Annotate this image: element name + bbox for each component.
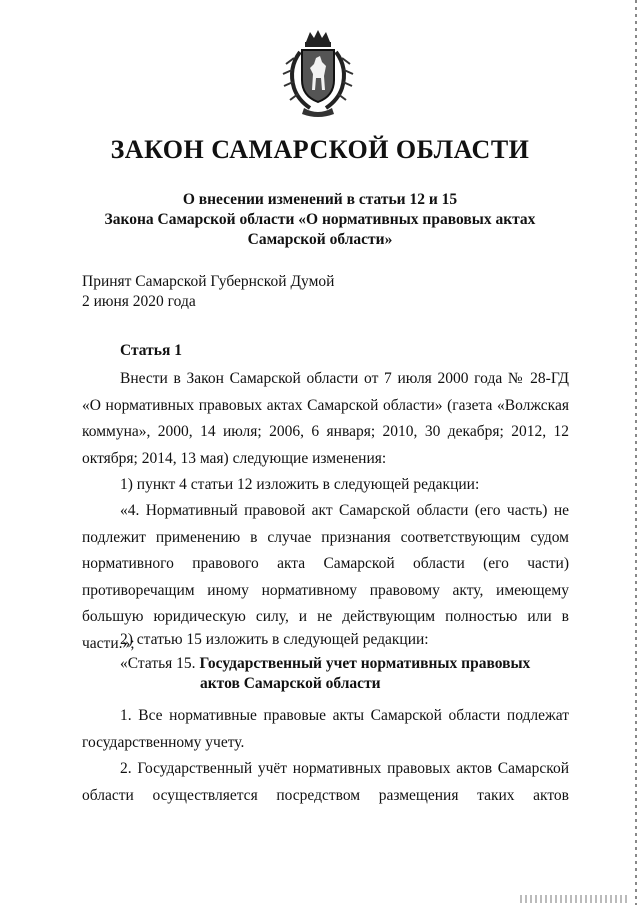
adoption-body: Принят Самарской Губернской Думой (82, 273, 335, 290)
paragraph-item-1: 1) пункт 4 статьи 12 изложить в следующей редакции: (120, 476, 480, 493)
paragraph-quote-4: «4. Нормативный правовой акт Самарской области (его часть) не подлежит применению в случае признания соответствующим судом нормативного правового акта Самарской области (его части) противоречащим иному нормативному правовому акту, имеющему большую юридическую силу, и не действующим полностью или в части.»; (82, 502, 569, 652)
subtitle-line: Закона Самарской области «О нормативных правовых актах (104, 211, 536, 228)
subtitle-line: О внесении изменений в статьи 12 и 15 (182, 191, 458, 208)
article15-heading (120, 654, 530, 694)
adoption-note (82, 272, 334, 312)
article-heading: Статья 1 (120, 342, 182, 359)
law-title: ЗАКОН САМАРСКОЙ ОБЛАСТИ (110, 135, 530, 164)
paragraph-intro: Внести в Закон Самарской области от 7 июля 2000 года № 28-ГД «О нормативных правовых актах Самарской области» (газета «Волжская коммуна», 2000, 14 июля; 2006, 6 января; 2010, 30 декабря; 2012, 12 октября; 2014, 13 мая) следующие изменения: (82, 370, 569, 467)
samara-coat-of-arms-icon (280, 28, 356, 118)
article15-title-line2: актов Самарской области (200, 675, 381, 692)
scan-edge-marks (635, 0, 637, 905)
law-subtitle (60, 190, 580, 250)
article15-item-2: 2. Государственный учёт нормативных правовых актов Самарской области осуществляется посредством размещения таких актов (82, 760, 569, 804)
article15-item-1: 1. Все нормативные правовые акты Самарской области подлежат государственному учету. (82, 707, 569, 751)
article15-prefix: «Статья 15. (120, 655, 200, 672)
scan-footer-mark (520, 895, 630, 903)
article15-title-line1: Государственный учет нормативных правовых (199, 655, 531, 672)
paragraph-item-2: 2) статью 15 изложить в следующей редакции: (120, 631, 429, 648)
subtitle-line: Самарской области» (247, 231, 393, 248)
adoption-date: 2 июня 2020 года (82, 293, 196, 310)
